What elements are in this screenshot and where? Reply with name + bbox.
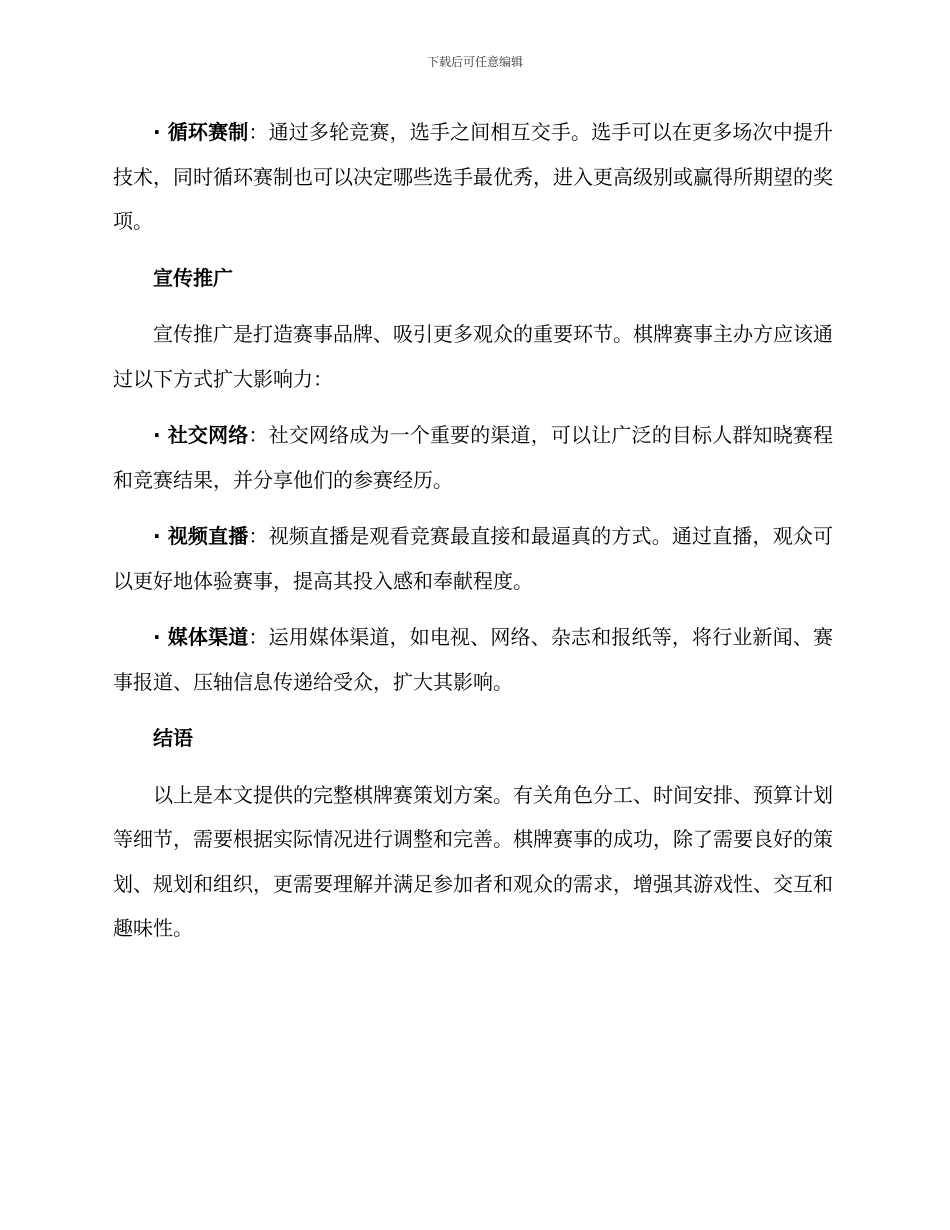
bullet-dot: ·: [153, 423, 168, 447]
bullet-separator: ：: [248, 625, 269, 649]
section-heading-promotion: 宣传推广: [153, 265, 233, 290]
bullet-term: 媒体渠道: [167, 625, 249, 649]
bullet-separator: ：: [248, 423, 269, 447]
bullet-dot: ·: [153, 120, 168, 144]
section-heading-conclusion: 结语: [153, 726, 193, 750]
bullet-text: 运用媒体渠道，如电视、网络、杂志和报纸等，将行业新闻、赛事报道、压轴信息传递给受众，扩大其影响。: [113, 625, 834, 694]
page-header-note: 下载后可任意编辑: [426, 55, 523, 69]
bullet-text: 视频直播是观看竞赛最直接和最逼真的方式。通过直播，观众可以更好地体验赛事，提高其投入感和奉献程度。: [113, 524, 834, 593]
bullet-separator: ：: [248, 524, 269, 548]
paragraph-conclusion: 以上是本文提供的完整棋牌赛策划方案。有关角色分工、时间安排、预算计划等细节，需要根据实际情况进行调整和完善。棋牌赛事的成功，除了需要良好的策划、规划和组织，更需要理解并满足参加者和观众的需求，增强其游戏性、交互和趣味性。: [113, 782, 833, 940]
bullet-term: 社交网络: [167, 423, 249, 447]
bullet-paragraph-social: [113, 413, 833, 502]
bullet-dot: ·: [153, 524, 168, 548]
bullet-separator: ：: [248, 120, 269, 144]
bullet-dot: ·: [153, 625, 168, 649]
bullet-paragraph-live-video: [113, 514, 833, 603]
bullet-term: 视频直播: [167, 524, 249, 548]
document-body: [113, 110, 833, 963]
paragraph-promotion-intro: 宣传推广是打造赛事品牌、吸引更多观众的重要环节。棋牌赛事主办方应该通过以下方式扩大影响力：: [113, 322, 833, 391]
bullet-paragraph-media: [113, 615, 833, 704]
bullet-term: 循环赛制: [167, 120, 249, 144]
bullet-text: 通过多轮竞赛，选手之间相互交手。选手可以在更多场次中提升技术，同时循环赛制也可以决定哪些选手最优秀，进入更高级别或赢得所期望的奖项。: [113, 120, 834, 233]
bullet-paragraph-round-robin: [113, 110, 833, 244]
bullet-text: 社交网络成为一个重要的渠道，可以让广泛的目标人群知晓赛程和竞赛结果，并分享他们的参赛经历。: [113, 423, 834, 492]
